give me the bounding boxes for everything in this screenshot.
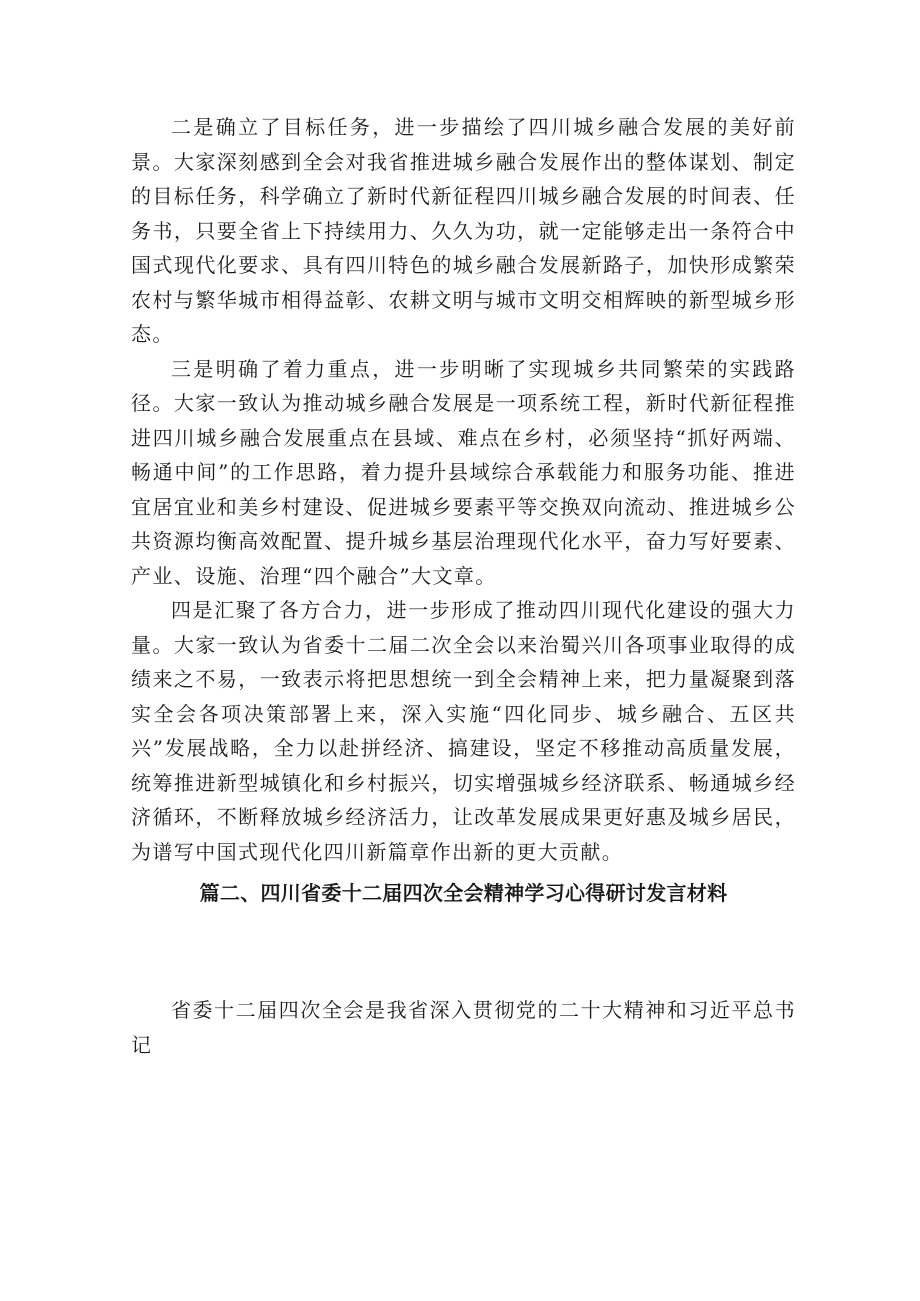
section-title: 篇二、四川省委十二届四次全会精神学习心得研讨发言材料 [199,881,728,905]
paragraph-closing: 省委十二届四次全会是我省深入贯彻党的二十大精神和习近平总书记 [131,998,796,1057]
paragraph-joint-force: 四是汇聚了各方合力，进一步形成了推动四川现代化建设的强大力量。大家一致认为省委十二届二次全会以来治蜀兴川各项事业取得的成绩来之不易，一致表示将把思想统一到全会精神上来，把力量凝聚到落实全会各项决策部署上来，深入实施“四化同步、城乡融合、五区共兴”发展战略，全力以赴拼经济、搞建设，坚定不移推动高质量发展，统筹推进新型城镇化和乡村振兴，切实增强城乡经济联系、畅通城乡经济循环，不断释放城乡经济活力，让改革发展成果更好惠及城乡居民，为谱写中国式现代化四川新篇章作出新的更大贡献。 [131,598,796,864]
paragraph-goal-tasks: 二是确立了目标任务，进一步描绘了四川城乡融合发展的美好前景。大家深刻感到全会对我省推进城乡融合发展作出的整体谋划、制定的目标任务，科学确立了新时代新征程四川城乡融合发展的时间表、任务书，只要全省上下持续用力、久久为功，就一定能够走出一条符合中国式现代化要求、具有四川特色的城乡融合发展新路子，加快形成繁荣农村与繁华城市相得益彰、农耕文明与城市文明交相辉映的新型城乡形态。 [131,115,796,346]
section-spacer [131,910,796,993]
document-body [131,110,796,1062]
paragraph-key-focus: 三是明确了着力重点，进一步明晰了实现城乡共同繁荣的实践路径。大家一致认为推动城乡融合发展是一项系统工程，新时代新征程推进四川城乡融合发展重点在县域、难点在乡村，必须坚持“抓好两端、畅通中间”的工作思路，着力提升县域综合承载能力和服务功能、推进宜居宜业和美乡村建设、促进城乡要素平等交换双向流动、推进城乡公共资源均衡高效配置、提升城乡基层治理现代化水平，奋力写好要素、产业、设施、治理“四个融合”大文章。 [131,356,796,588]
